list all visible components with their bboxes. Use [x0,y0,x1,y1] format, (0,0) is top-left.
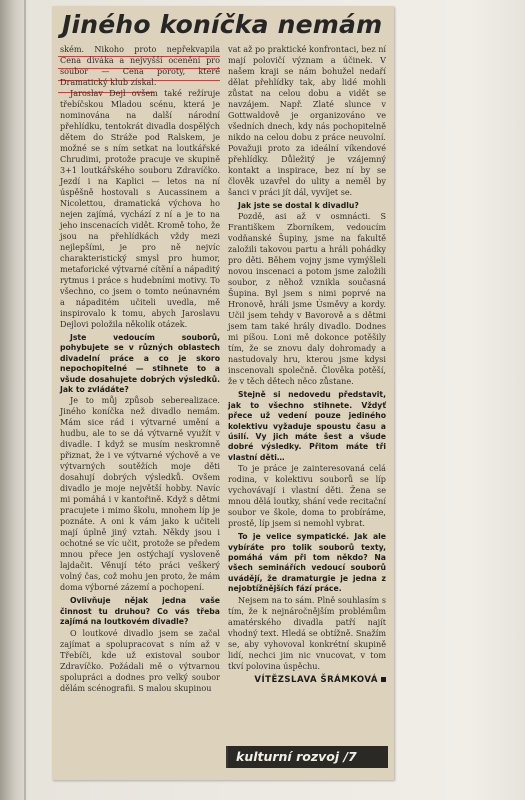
interview-answer: To je práce je zainteresovaná celá rodina, v kolektivu souborů se líp vychovávají i vlastní děti. Žena se mnou dělá loutky, shání vede recitační soubor ve škole, doma to probíráme, prostě, líp jsem si nemohl vybrat. [228,463,386,529]
interview-answer: Nejsem na to sám. Plně souhlasím s tím, že k nejnáročnějším problémům amatérského divadla patří najít vhodný text. Hledá se obtížně. Snažím se, aby vyhovoval konkrétní skupině lidí, nechci jim nic vnucovat, v tom tkví polovina úspěchu. [228,594,386,671]
interview-question: Jste vedoucím souborů, pohybujete se v různých oblastech divadelní práce a co je skoro nepochopitelné — stihnete to a všude dosahujete dobrých výsledků. Jak to zvládáte? [60,333,220,395]
end-square-icon [381,677,386,682]
author-signature [228,675,386,686]
body-paragraph: vat až po praktické konfrontaci, bez ní mají polovičí význam a účinek. V našem kraji se nám bohužel nedaří dělat přehlídky tak, aby lidé mohli zůstat na celou dobu a vidět se navzájem. Např. Zlaté slunce v Gottwaldově je organizováno ve všedních dnech, kdy nás pochopitelně nikdo na celou dobu z práce neuvolní. Považuji proto za ideální víkendové přehlídky. Důležitý je vzájemný kontakt a inspirace, bez ní by se člověk uzavřel do ulity a neměl by šanci v práci jít dál, vyvíjet se. [228,44,386,197]
author-name: VÍTĚZSLAVA ŠRÁMKOVÁ [254,674,378,685]
body-paragraph: Jaroslav Dejl ovšem také režíruje třebíčskou Mladou scénu, která je nominována na další národní přehlídku, tentokrát divadla dospělých dětem do Stráže pod Ralskem, je možné se s ním setkat na loutkářské Chrudimi, protože pracuje ve skupině 3+1 loutkářského souboru Zdravíčko. Jezdí i na Kaplici — letos na ní úspěšně hostovali s Aucassinem a Nicolettou, dramatická výchova ho nejen zajímá, vychází z ní a je to na jeho inscenacích vidět. Kromě toho, že jsou na přehlídkách vždy mezi nejlepšími, je pro ně nejvíc charakteristický smysl pro humor, metaforické výtvarné cítění a nápaditý rytmus i práce s hudebními motivy. To všechno, co jsem o tomto neúnavném a nápaditém učiteli uvedla, mě inspirovalo k tomu, abych Jaroslavu Dejlovi položila několik otázek. [60,88,220,329]
binding-edge [24,0,26,800]
interview-answer: O loutkové divadlo jsem se začal zajímat a spolupracovat s ním až v Třebíči, kde už existoval soubor Zdravíčko. Požádali mě o výtvarnou spolupráci a dodnes pro velký soubor dělám scénografii. S malou skupinou [60,627,220,693]
right-column [228,44,386,686]
interview-question: To je velice sympatické. Jak ale vybíráte pro tolik souborů texty, pomáhá vám při tom někdo? Na všech seminářích vedoucí souborů uvádějí, že dramaturgie je jedna z nejobtížnějších fází práce. [228,532,386,594]
interview-answer: Je to můj způsob seberealizace. Jiného koníčka než divadlo nemám. Mám sice rád i výtvarné umění a hudbu, ale to se dá výtvarně využít v divadle. I když se musím neskromně přiznat, že i ve výtvarné výchově a ve výtvarných soutěžích moje děti dosahují dobrých výsledků. Ovšem divadlo je moje největší hobby. Navíc mi pomáhá i v kantořině. Když s dětmi pracujete i mimo školu, mnohem líp je poznáte. A oni k vám jako k učiteli mají úplně jiný vztah. Někdy jsou i ochotné se víc učit, protože se předem mnou přece jen ostýchají vysloveně lajdačit. Věnují této práci veškerý volný čas, což mohu jen proto, že mám doma výborné zázemí a pochopení. [60,395,220,593]
newspaper-clipping [52,6,394,780]
interview-question: Jak jste se dostal k divadlu? [238,201,359,210]
publication-footer: kulturní rozvoj /7 [236,749,357,764]
article-headline: Jiného koníčka nemám [62,10,383,39]
interview-question: Stejně si nedovedu představit, jak to všechno stihnete. Vždyť přece už vedení pouze jediného kolektivu vyžaduje spoustu času a úsilí. Vy jich máte šest a všude dobré výsledky. Přitom máte tři vlastní děti… [228,390,386,462]
album-binding [0,0,24,800]
left-column [60,44,220,694]
interview-question: Ovlivňuje nějak jedna vaše činnost tu druhou? Co vás třeba zajímá na loutkovém divadle? [60,596,220,627]
intro-paragraph: ském. Nikoho proto nepřekvapila Cena diváka a nejvyšší ocenění pro soubor — Cena poroty, které Dramatický klub získal. [60,44,220,87]
interview-answer: Pozdě, asi až v osmnácti. S Františkem Zborníkem, vedoucím vodňanské Šupiny, jsme na fakultě založili takovou partu a hráli pohádky pro děti. Během vojny jsme vymýšleli novou inscenaci a potom jsme založili soubor, z něhož vznikla současná Šupina. Byl jsem s nimi poprvé na Hronově, hráli jsme Úsměvy a kordy. Učil jsem tehdy v Bavorově a s dětmi jsem tam také hrály divadlo. Dodnes mi píšou. Loni mě dokonce potěšily tím, že se znovu daly dohromady a nastudovaly hru, kterou jsme kdysi inscenovali společně. Člověka potěší, že v těch dětech něco zůstane. [228,211,386,387]
